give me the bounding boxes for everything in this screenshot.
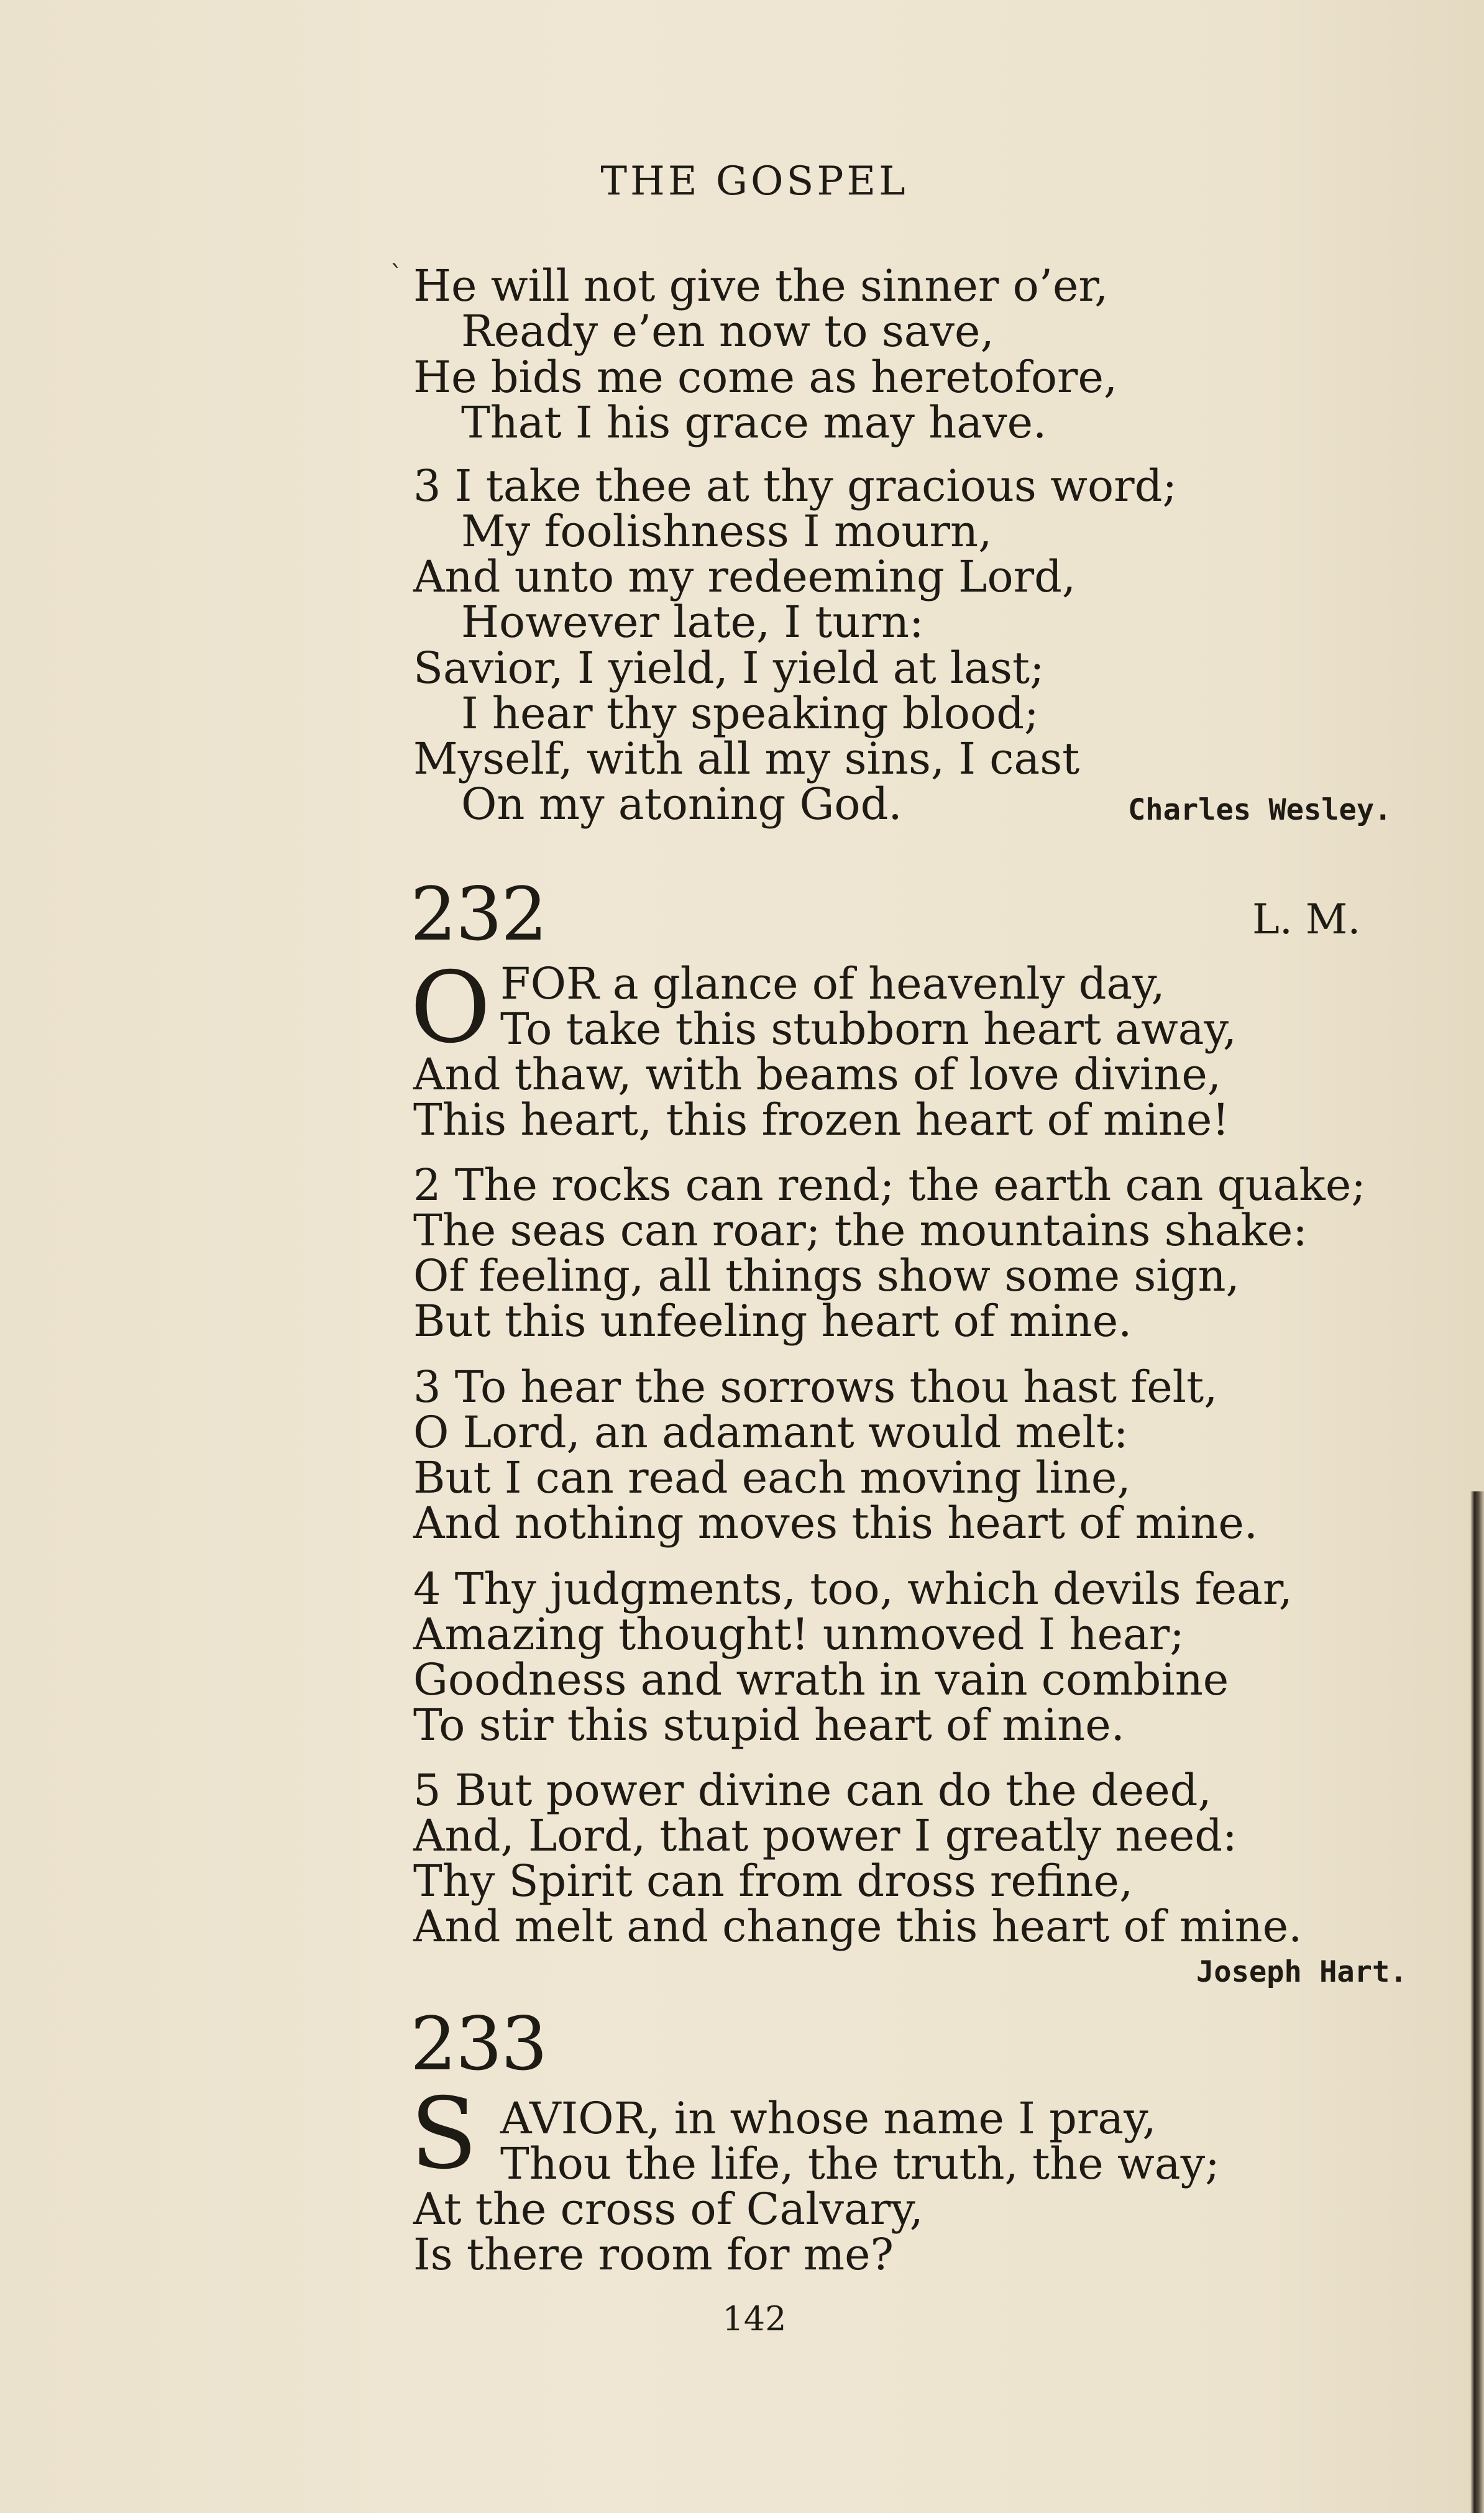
verse-line: Amazing thought! unmoved I hear; <box>413 1609 1184 1660</box>
verse-line: 3 To hear the sorrows thou hast felt, <box>413 1362 1218 1412</box>
verse-line: AVIOR, in whose name I pray, <box>500 2093 1157 2144</box>
drop-cap: O <box>410 951 491 1065</box>
verse-line: At the cross of Calvary, <box>413 2184 923 2235</box>
hymn-author: Charles Wesley. <box>1128 793 1392 827</box>
verse-line: Is there room for me? <box>413 2229 894 2280</box>
verse-line: 5 But power divine can do the deed, <box>413 1765 1212 1816</box>
verse-line: 4 Thy judgments, too, which devils fear, <box>413 1563 1293 1614</box>
hymn-number: 233 <box>410 2001 547 2087</box>
verse-line: And nothing moves this heart of mine. <box>413 1498 1258 1549</box>
running-header: THE GOSPEL <box>600 158 909 204</box>
hymn-number: 232 <box>410 871 547 957</box>
verse-line: He will not give the sinner o’er, <box>413 260 1109 311</box>
verse-line: But this unfeeling heart of mine. <box>413 1296 1132 1347</box>
verse-line: 3 I take thee at thy gracious word; <box>413 460 1177 511</box>
verse-line: The seas can roar; the mountains shake: <box>413 1205 1308 1256</box>
hymn-meter: L. M. <box>1252 895 1361 943</box>
drop-cap: S <box>410 2077 478 2191</box>
verse-line: FOR a glance of heavenly day, <box>500 958 1165 1009</box>
verse-line: I hear thy speaking blood; <box>461 688 1039 739</box>
verse-line: And unto my redeeming Lord, <box>413 551 1076 602</box>
verse-line: Of feeling, all things show some sign, <box>413 1250 1240 1301</box>
verse-line: O Lord, an adamant would melt: <box>413 1407 1129 1458</box>
verse-line: He bids me come as heretofore, <box>413 352 1118 403</box>
verse-line: And melt and change this heart of mine. <box>413 1901 1303 1952</box>
hymn-author: Joseph Hart. <box>1196 1955 1408 1989</box>
verse-line: My foolishness I mourn, <box>461 506 992 557</box>
verse-line: Goodness and wrath in vain combine <box>413 1654 1229 1705</box>
verse-line: Ready e’en now to save, <box>461 306 994 357</box>
page-number: 142 <box>722 2299 787 2338</box>
verse-line: But I can read each moving line, <box>413 1452 1131 1503</box>
verse-line: This heart, this frozen heart of mine! <box>413 1094 1230 1145</box>
verse-line: 2 The rocks can rend; the earth can quake; <box>413 1160 1366 1211</box>
verse-line: And thaw, with beams of love divine, <box>413 1049 1221 1100</box>
verse-line: And, Lord, that power I greatly need: <box>413 1810 1237 1861</box>
print-mark: ` <box>390 261 403 290</box>
verse-line: To stir this stupid heart of mine. <box>413 1700 1125 1751</box>
verse-line: Savior, I yield, I yield at last; <box>413 643 1045 693</box>
verse-line: That I his grace may have. <box>461 397 1047 448</box>
verse-line: To take this stubborn heart away, <box>500 1004 1237 1055</box>
verse-line: Myself, with all my sins, I cast <box>413 733 1080 784</box>
verse-line: However late, I turn: <box>461 597 924 648</box>
verse-line: On my atoning God. <box>461 779 902 830</box>
verse-line: Thy Spirit can from dross refine, <box>413 1856 1134 1906</box>
verse-line: Thou the life, the truth, the way; <box>500 2138 1220 2189</box>
page-edge <box>1470 1491 1484 2513</box>
